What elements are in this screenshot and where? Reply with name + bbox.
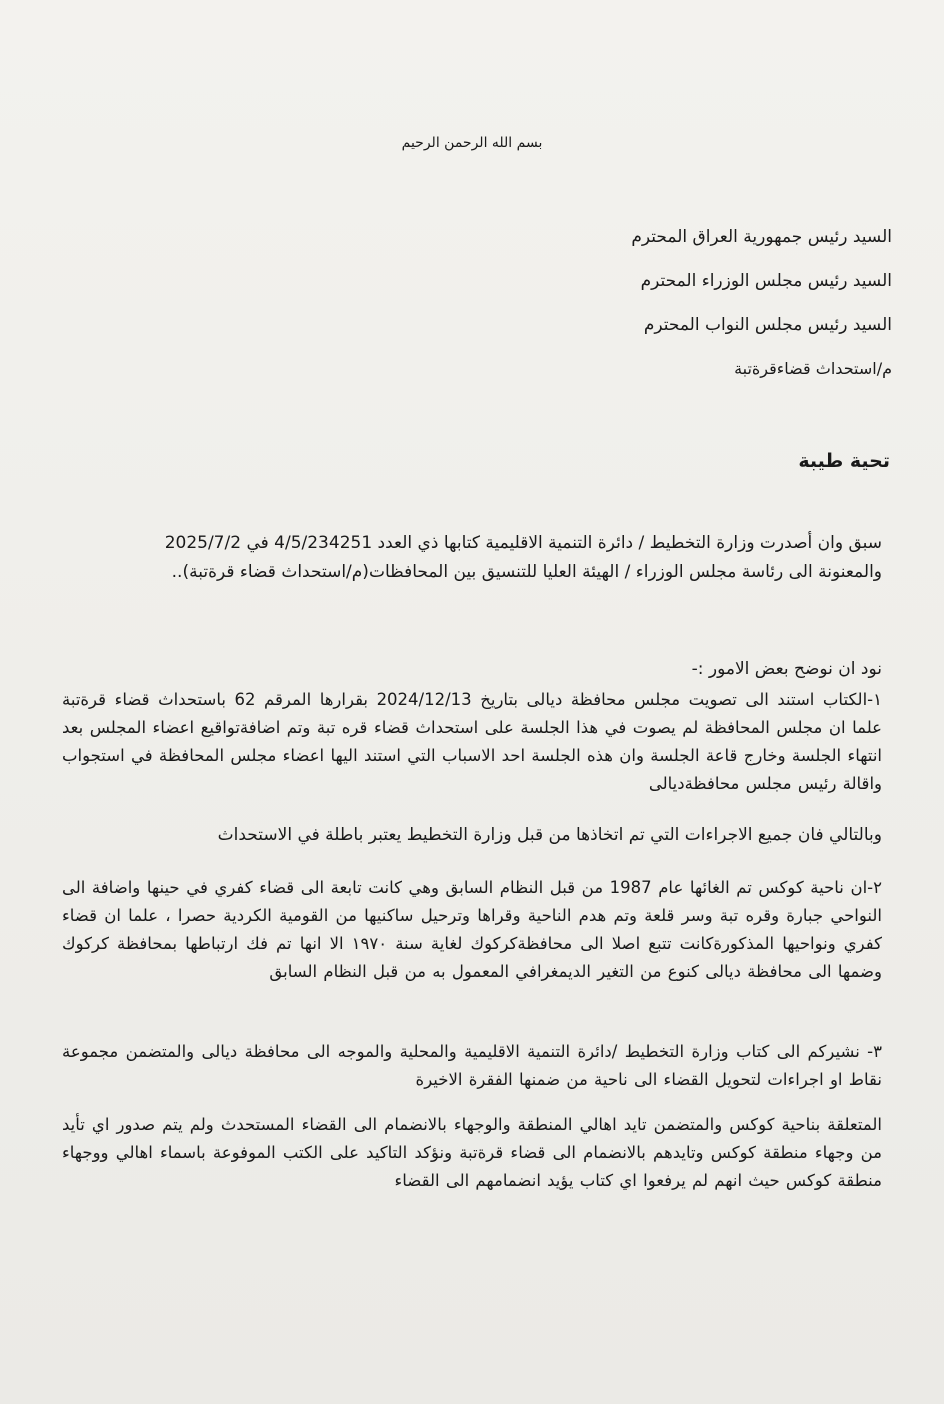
- point-3-continued: المتعلقة بناحية كوكس والمتضمن تايد اهالي المنطقة والوجهاء بالانضمام الى القضاء المستحدث ولم يتم صدور اي تأيد من وجهاء منطقة كوكس وتايدهم بالانضمام الى قضاء قرةتبة ونؤكد التاكيد على الكتب الموفوعة باسماء اهالي ووجهاء منطقة كوكس حيث انهم لم يرفعوا اي كتاب يؤيد انضمامهم الى القضاء: [62, 1115, 882, 1190]
- point-2: ٢-ان ناحية كوكس تم الغائها عام 1987 من قبل النظام السابق وهي كانت تابعة الى قضاء كفري في حينها واضافة الى النواحي جبارة وقره تبة وسر قلعة وتم هدم الناحية وقراها وترحيل ساكنيها من القومية الكردية حصرا ، علما ان قضاء كفري ونواحيها المذكورةكانت تتبع اصلا الى محافظةكركوك لغاية سنة ١٩٧٠ الا انها تم فك ارتباطها بمحافظة كركوك وضمها الى محافظة ديالى كنوع من التغير الديمغرافي المعمول به من قبل النظام السابق: [62, 878, 882, 981]
- intro-line-2: والمعنونة الى رئاسة مجلس الوزراء / الهيئة العليا للتنسيق بين المحافظات(م/استحداث قضاء قرةتبة)..: [171, 562, 882, 582]
- points-lead: نود ان نوضح بعض الامور :-: [691, 659, 882, 679]
- recipient-parliament-speaker: السيد رئيس مجلس النواب المحترم: [643, 315, 892, 335]
- point-3: ٣- نشيركم الى كتاب وزارة التخطيط /دائرة التنمية الاقليمية والمحلية والموجه الى محافظة ديالى والمتضمن مجموعة نقاط او اجراءات لتحويل القضاء الى ناحية من ضمنها الفقرة الاخيرة: [62, 1042, 882, 1089]
- subject-line: م/استحداث قضاءقرةتبة: [734, 359, 892, 378]
- point-1: ١-الكتاب استند الى تصويت مجلس محافظة ديالى بتاريخ 2024/12/13 بقرارها المرقم 62 باستحداث قضاء قرةتبة علما ان مجلس المحافظة لم يصوت في هذا الجلسة على استحداث قضاء قره تبة وتم اضافةتواقيع اعضاء المجلس بعد انتهاء الجلسة وخارج قاعة الجلسة وان هذه الجلسة احد الاسباب التي استند اليها اعضاء مجلس المحافظة في استجواب واقالة رئيس مجلس محافظةديالى: [62, 690, 882, 793]
- intro-line-1: سبق وان أصدرت وزارة التخطيط / دائرة التنمية الاقليمية كتابها ذي العدد 4/5/234251 في 2025/7/2: [164, 533, 882, 553]
- point-1-conclusion: وبالتالي فان جميع الاجراءات التي تم اتخاذها من قبل وزارة التخطيط يعتبر باطلة في الاستحداث: [217, 825, 882, 845]
- basmala: بسم الله الرحمن الرحيم: [401, 135, 543, 151]
- recipient-prime-minister: السيد رئيس مجلس الوزراء المحترم: [640, 271, 892, 291]
- greeting: تحية طيبة: [798, 450, 890, 472]
- recipient-president: السيد رئيس جمهورية العراق المحترم: [631, 227, 892, 247]
